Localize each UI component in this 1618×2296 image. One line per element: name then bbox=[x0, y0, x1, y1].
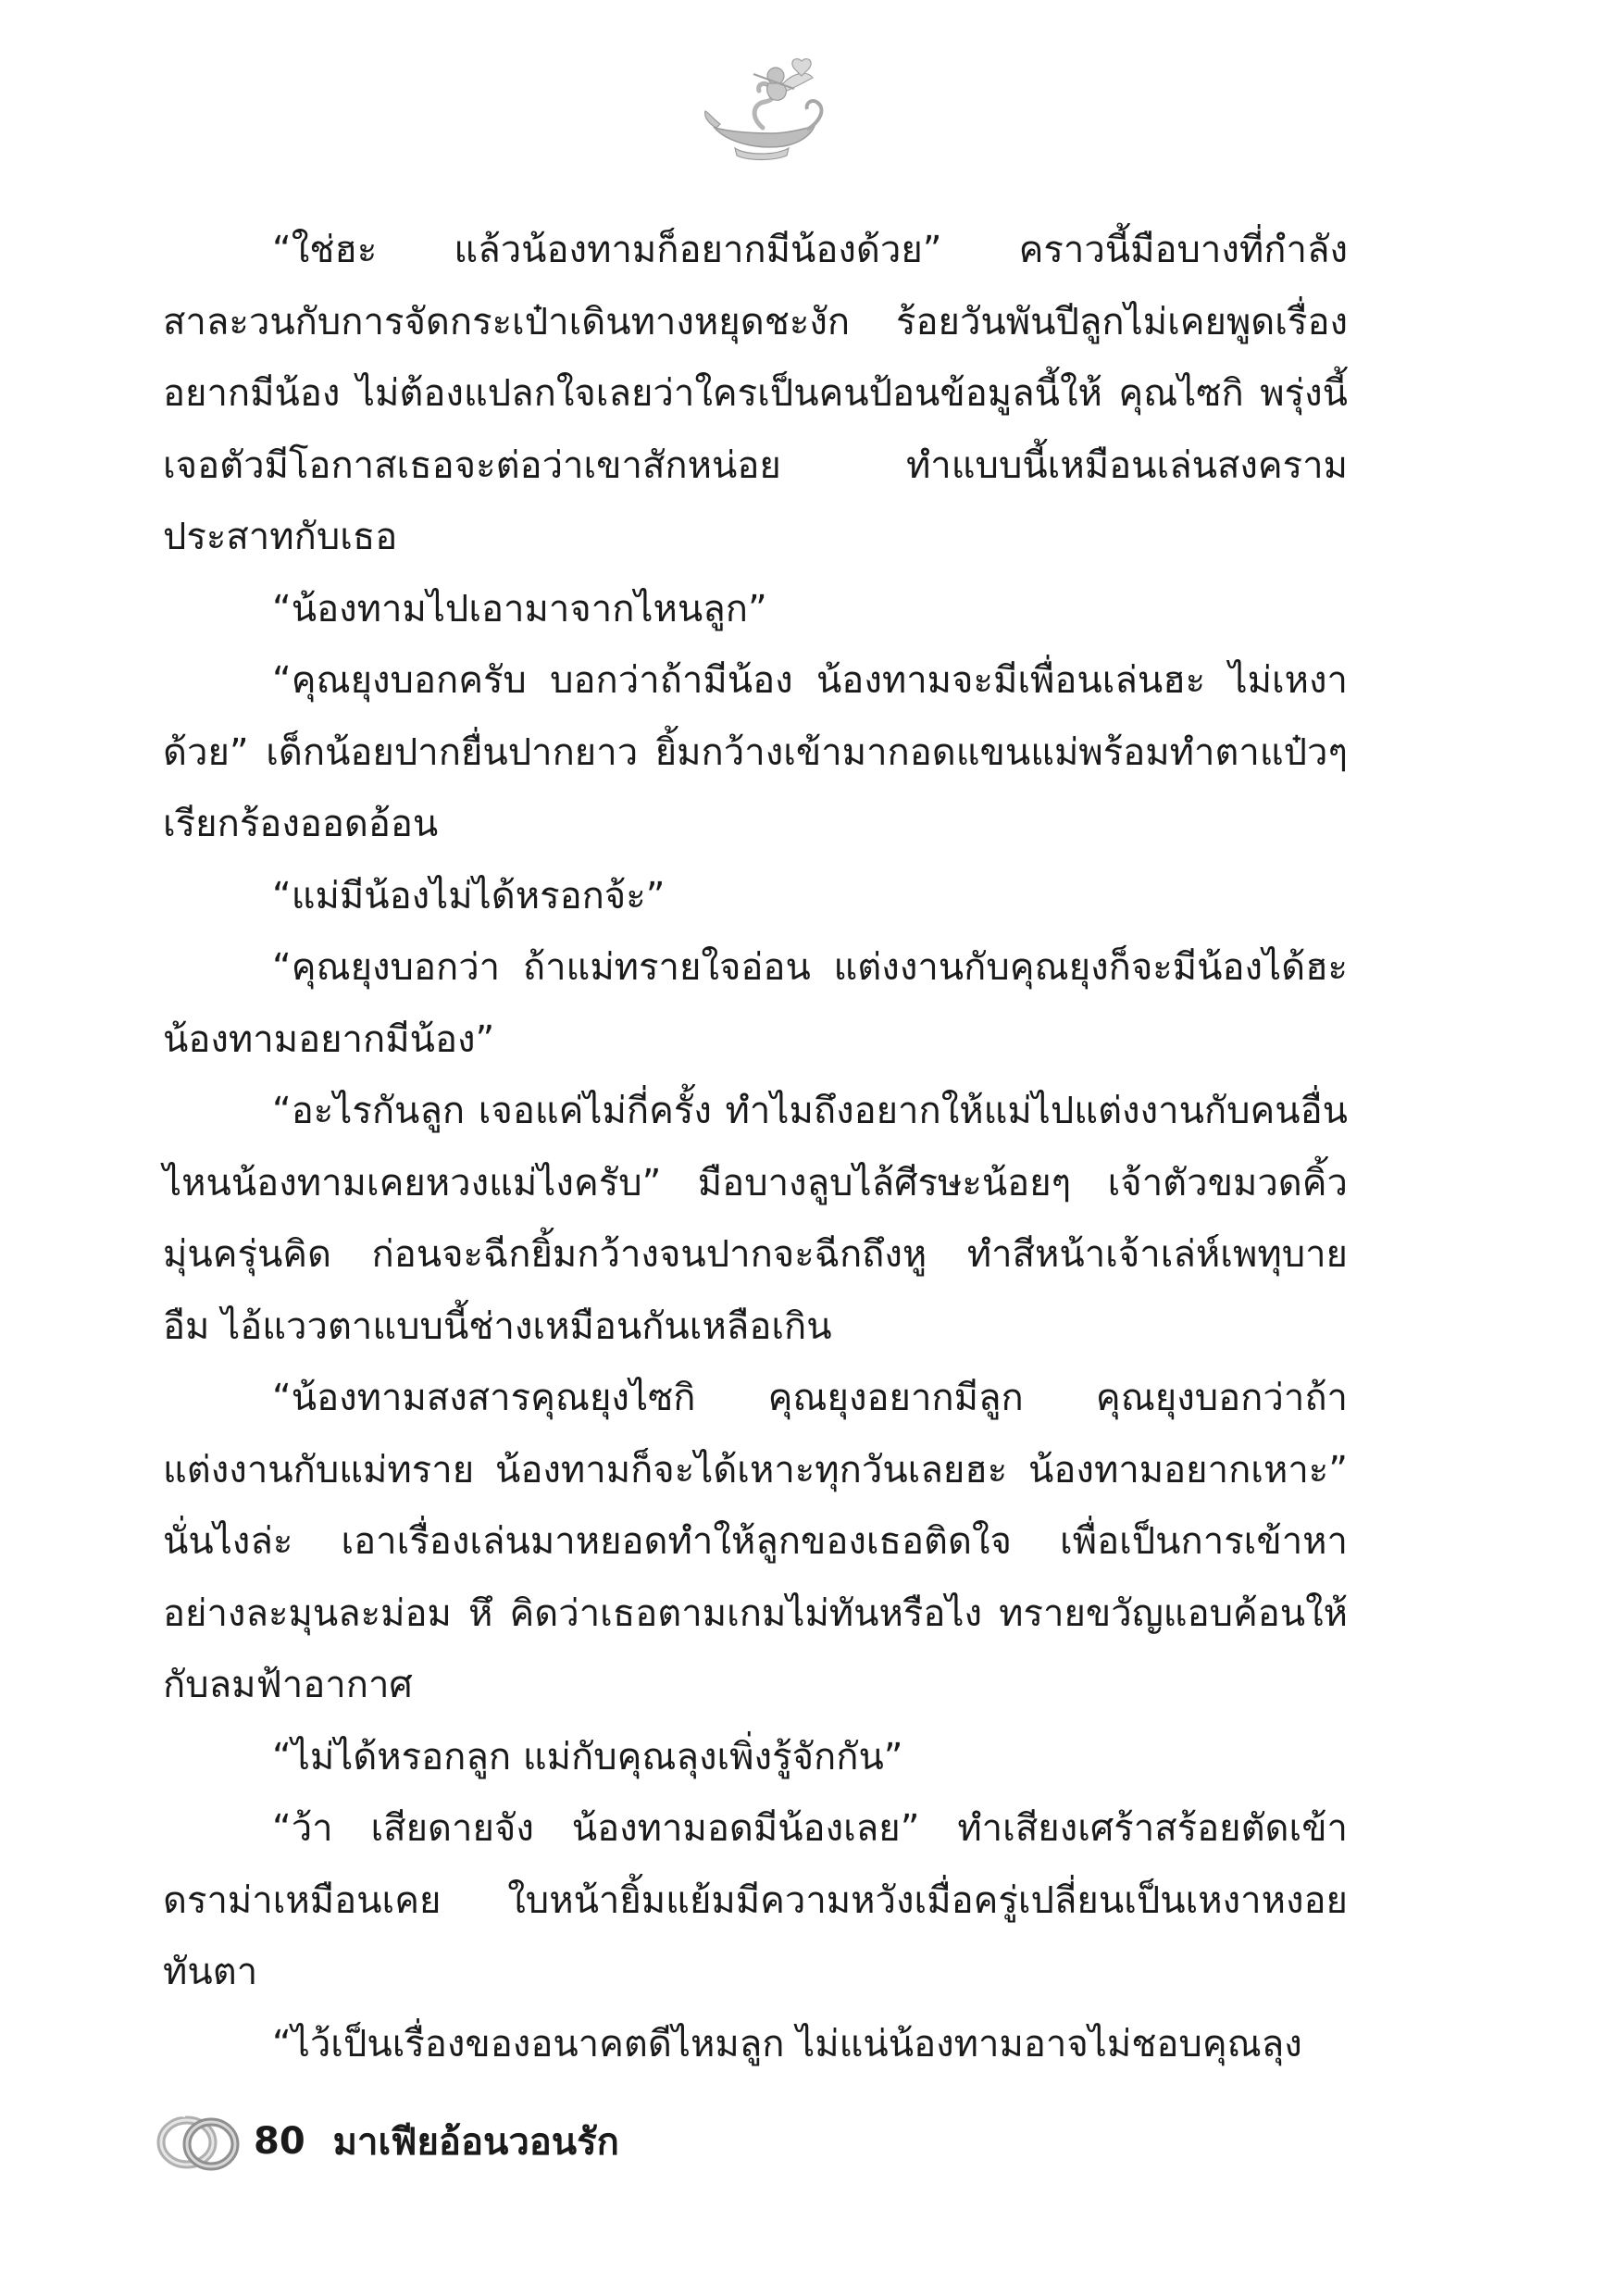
paragraph: “น้องทามไปเอามาจากไหนลูก” bbox=[272, 587, 767, 630]
wedding-rings-icon bbox=[148, 2105, 250, 2177]
page-number: 80 bbox=[254, 2120, 305, 2163]
paragraph: “แม่มีน้องไม่ได้หรอกจ้ะ” bbox=[272, 874, 666, 917]
paragraph: “ใช่ฮะ แล้วน้องทามก็อยากมีน้องด้วย” คราวนี้มือบางที่กำลังสาละวนกับการจัดกระเป๋าเดินทางหยุดชะงัก ร้อยวันพันปีลูกไม่เคยพูดเรื่องอยากมีน้อง ไม่ต้องแปลกใจเลยว่าใครเป็นคนป้อนข้อมูลนี้ให้ คุณไซกิ พรุ่งนี้เจอตัวมีโอกาสเธอจะต่อว่าเขาสักหน่อย ทำแบบนี้เหมือนเล่นสงครามประสาทกับเธอ bbox=[163, 229, 1348, 558]
cupid-teapot-ornament-icon bbox=[698, 56, 828, 167]
book-title: มาเฟียอ้อนวอนรัก bbox=[332, 2121, 619, 2164]
paragraph: “ไว้เป็นเรื่องของอนาคตดีไหมลูก ไม่แน่น้องทามอาจไม่ชอบคุณลุง bbox=[272, 2022, 1302, 2065]
paragraph: “คุณยุงบอกว่า ถ้าแม่ทรายใจอ่อน แต่งงานกับคุณยุงก็จะมีน้องได้ฮะ น้องทามอยากมีน้อง” bbox=[163, 946, 1348, 1061]
page-footer bbox=[148, 2100, 619, 2183]
paragraph: “น้องทามสงสารคุณยุงไซกิ คุณยุงอยากมีลูก คุณยุงบอกว่าถ้าแต่งงานกับแม่ทราย น้องทามก็จะได้เหาะทุกวันเลยฮะ น้องทามอยากเหาะ” นั่นไงล่ะ เอาเรื่องเล่นมาหยอดทำให้ลูกของเธอติดใจ เพื่อเป็นการเข้าหาอย่างละมุนละม่อม หึ คิดว่าเธอตามเกมไม่ทันหรือไง ทรายขวัญแอบค้อนให้กับลมฟ้าอากาศ bbox=[163, 1377, 1348, 1706]
body-text bbox=[163, 215, 1348, 2080]
paragraph: “ไม่ได้หรอกลูก แม่กับคุณลุงเพิ่งรู้จักกัน” bbox=[272, 1735, 903, 1778]
paragraph: “คุณยุงบอกครับ บอกว่าถ้ามีน้อง น้องทามจะมีเพื่อนเล่นฮะ ไม่เหงาด้วย” เด็กน้อยปากยื่นปากยาว ยิ้มกว้างเข้ามากอดแขนแม่พร้อมทำตาแป๋วๆ เรียกร้องออดอ้อน bbox=[163, 659, 1348, 845]
paragraph: “ว้า เสียดายจัง น้องทามอดมีน้องเลย” ทำเสียงเศร้าสร้อยตัดเข้าดราม่าเหมือนเคย ใบหน้ายิ้มแย้มมีความหวังเมื่อครู่เปลี่ยนเป็นเหงาหงอยทันตา bbox=[163, 1807, 1348, 1993]
paragraph: “อะไรกันลูก เจอแค่ไม่กี่ครั้ง ทำไมถึงอยากให้แม่ไปแต่งงานกับคนอื่น ไหนน้องทามเคยหวงแม่ไงครับ” มือบางลูบไล้ศีรษะน้อยๆ เจ้าตัวขมวดคิ้วมุ่นครุ่นคิด ก่อนจะฉีกยิ้มกว้างจนปากจะฉีกถึงหู ทำสีหน้าเจ้าเล่ห์เพทุบาย อืม ไอ้แววตาแบบนี้ช่างเหมือนกันเหลือเกิน bbox=[163, 1090, 1348, 1348]
